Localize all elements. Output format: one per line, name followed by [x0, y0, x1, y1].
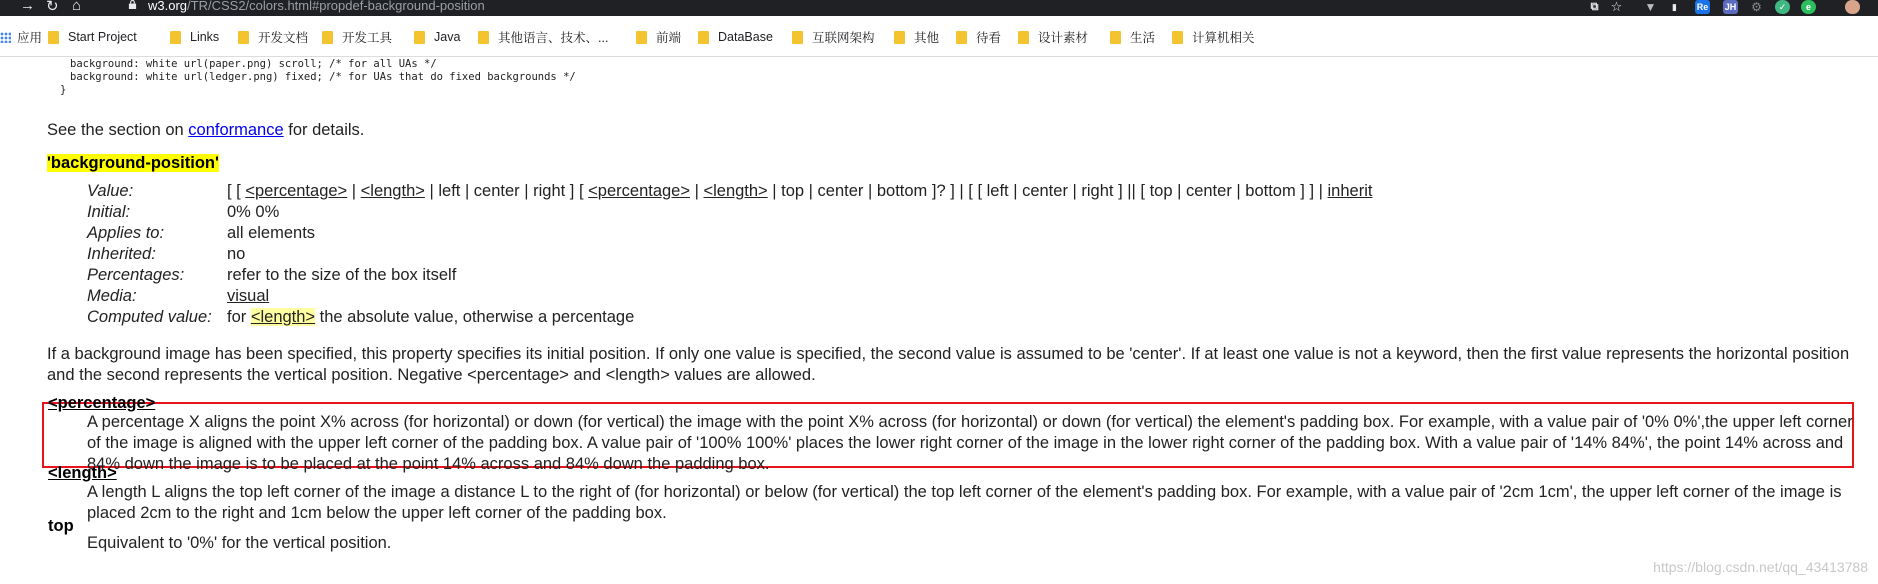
url-field[interactable] [148, 0, 485, 13]
propdef-value [227, 181, 1372, 202]
propdef-value: 0% 0% [227, 203, 280, 221]
bookmark-dev-docs[interactable] [238, 29, 308, 45]
bookmark-label: Start Project [68, 30, 137, 44]
property-heading [47, 153, 219, 174]
bookmark-label: DataBase [718, 30, 773, 44]
propdef-key: Applies to: [87, 224, 165, 242]
bookmark-to-read[interactable] [956, 29, 1001, 45]
folder-icon [894, 31, 905, 44]
vue-devtools-icon[interactable]: ✓ [1775, 0, 1790, 14]
bookmark-computer[interactable] [1172, 29, 1255, 45]
bookmark-label: 设计素材 [1038, 31, 1089, 45]
folder-icon [1018, 31, 1029, 44]
definition-description-top: Equivalent to '0%' for the vertical position. [87, 534, 392, 552]
propdef-value: all elements [227, 224, 316, 242]
intro-paragraph: If a background image has been specified, this property specifies its initial position. If only one value is specified, the second value is assumed to be 'center'. If at least one value is not a keyword, then the first value represents the horizontal position and the second represents the vertical position. Negative <percentage> and <length> values are allowed. [47, 345, 1850, 384]
propdef-value: no [227, 245, 246, 263]
code-line: background: white url(paper.png) scroll; /* for all UAs */ [70, 58, 437, 70]
bookmark-icon[interactable]: ▮ [1672, 2, 1677, 12]
bookmark-label: 其他语言、技术、... [498, 31, 609, 45]
watermark: https://blog.csdn.net/qq_43413788 [1653, 559, 1868, 575]
text: [ [ [227, 182, 246, 200]
propdef-row [87, 244, 1372, 265]
propdef-key: Computed value: [87, 308, 212, 326]
propdef-key: Percentages: [87, 266, 185, 284]
text: for [227, 308, 251, 326]
percentage-link[interactable]: <percentage> [588, 182, 690, 200]
text: for details. [283, 121, 365, 139]
apps-grid-icon [0, 32, 11, 43]
propdef-key: Inherited: [87, 245, 156, 263]
propdef-value [227, 307, 1372, 328]
code-example [60, 58, 576, 97]
bookmark-label: 生活 [1130, 31, 1156, 45]
text: See the section on [47, 121, 189, 139]
definition-term-length: <length> [48, 464, 117, 482]
bookmark-life[interactable] [1110, 29, 1155, 45]
reload-icon[interactable]: ↻ [46, 0, 59, 15]
bookmark-label: Java [434, 30, 461, 44]
bookmark-internet-architecture[interactable] [792, 29, 875, 45]
folder-icon [48, 31, 59, 44]
propdef-row [87, 286, 1372, 307]
evernote-icon[interactable]: e [1801, 0, 1816, 14]
folder-icon [238, 31, 249, 44]
folder-icon [414, 31, 425, 44]
text: | [347, 182, 361, 200]
propdef-row [87, 181, 1372, 202]
address-bar [0, 0, 1878, 16]
text: | [690, 182, 704, 200]
propdef-key: Media: [87, 287, 137, 305]
text: | top | center | bottom ]? ] | [ [ left | center | right ] || [ top | center | bottom ] ] | [767, 182, 1328, 200]
lock-icon [128, 0, 137, 9]
folder-icon [170, 31, 181, 44]
folder-icon [636, 31, 647, 44]
definition-term-top: top [48, 517, 74, 535]
propdef-row [87, 202, 1372, 223]
definition-term-percentage: <percentage> [48, 394, 156, 412]
folder-icon [1172, 31, 1183, 44]
percentage-link[interactable]: <percentage> [245, 182, 348, 200]
jh-extension-icon[interactable]: JH [1724, 2, 1737, 12]
propdef-row [87, 223, 1372, 244]
url-host: w3.org [148, 0, 188, 13]
bookmark-frontend[interactable] [636, 29, 681, 45]
folder-icon [1110, 31, 1121, 44]
propdef-row [87, 307, 1372, 328]
length-link[interactable]: <length> [360, 182, 425, 200]
text: | left | center | right ] [ [424, 182, 589, 200]
text: the absolute value, otherwise a percentage [315, 308, 635, 326]
bookmark-label: 其他 [914, 31, 940, 45]
bookmark-label: 前端 [656, 31, 682, 45]
bookmarks-bar [0, 16, 1878, 57]
bookmark-links[interactable] [170, 29, 219, 45]
folder-icon [956, 31, 967, 44]
propdef-value [227, 286, 1372, 307]
folder-icon [478, 31, 489, 44]
bookmark-label: 开发工具 [342, 31, 393, 45]
filter-icon[interactable]: ▼ [1644, 0, 1657, 14]
length-link[interactable]: <length> [250, 308, 316, 326]
property-name: 'background-position' [47, 154, 219, 172]
bookmark-label: 开发文档 [258, 31, 309, 45]
home-icon[interactable]: ⌂ [72, 0, 82, 14]
propdef-row [87, 265, 1372, 286]
url-path: /TR/CSS2/colors.html#propdef-background-position [187, 0, 485, 13]
bookmark-label: 互联网架构 [812, 31, 875, 45]
bookmark-label: 应用 [17, 31, 43, 45]
star-icon[interactable]: ☆ [1610, 0, 1623, 14]
propdef-key: Initial: [87, 203, 131, 221]
gear-icon[interactable]: ⚙ [1751, 0, 1762, 14]
code-line: background: white url(ledger.png) fixed; /* for UAs that do fixed backgrounds */ [70, 71, 576, 83]
folder-icon [698, 31, 709, 44]
visual-link[interactable]: visual [227, 287, 270, 305]
bookmark-java[interactable] [414, 29, 460, 45]
bookmark-apps[interactable] [0, 29, 42, 45]
folder-icon [792, 31, 803, 44]
bookmark-database[interactable] [698, 29, 773, 45]
property-definition-table [87, 181, 1372, 328]
bookmark-start-project[interactable] [48, 29, 137, 45]
bookmark-other[interactable] [894, 29, 939, 45]
bookmark-label: 计算机相关 [1192, 31, 1255, 45]
propdef-value: refer to the size of the box itself [227, 266, 457, 284]
page-content [0, 56, 1878, 584]
bookmark-label: 待看 [976, 31, 1002, 45]
bookmark-design-assets[interactable] [1018, 29, 1088, 45]
bookmark-label: Links [190, 30, 220, 44]
avatar[interactable] [1845, 0, 1860, 14]
re-extension-icon[interactable]: Re [1696, 2, 1709, 12]
translate-icon[interactable]: ⧉ [1590, 1, 1599, 13]
conformance-link[interactable]: conformance [188, 121, 284, 139]
bookmark-other-languages[interactable] [478, 29, 608, 45]
definition-description-length: A length L aligns the top left corner of the image a distance L to the right of (for horizontal) or below (for vertical) the top left corner of the element's padding box. For example, with a value pair of '2cm 1cm', the upper left corner of the image is placed 2cm to the right and 1cm below the upper left corner of the padding box. [87, 483, 1842, 522]
definition-description-percentage: A percentage X aligns the point X% across (for horizontal) or down (for vertical) the image with the point X% across (for horizontal) or down (for vertical) the element's padding box. For example, with a value pair of '0% 0%',the upper left corner of the image is aligned with the upper left corner of the padding box. A value pair of '100% 100%' places the lower right corner of the image in the lower right corner of the padding box. With a value pair of '14% 84%', the point 14% across and 84% down the image is to be placed at the point 14% across and 84% down the padding box. [87, 413, 1853, 473]
forward-icon[interactable]: → [20, 0, 35, 14]
bookmark-dev-tools[interactable] [322, 29, 392, 45]
code-line: } [60, 84, 67, 96]
inherit-link[interactable]: inherit [1327, 182, 1373, 200]
conformance-paragraph [47, 120, 364, 141]
length-link[interactable]: <length> [703, 182, 768, 200]
folder-icon [322, 31, 333, 44]
propdef-key: Value: [87, 182, 134, 200]
